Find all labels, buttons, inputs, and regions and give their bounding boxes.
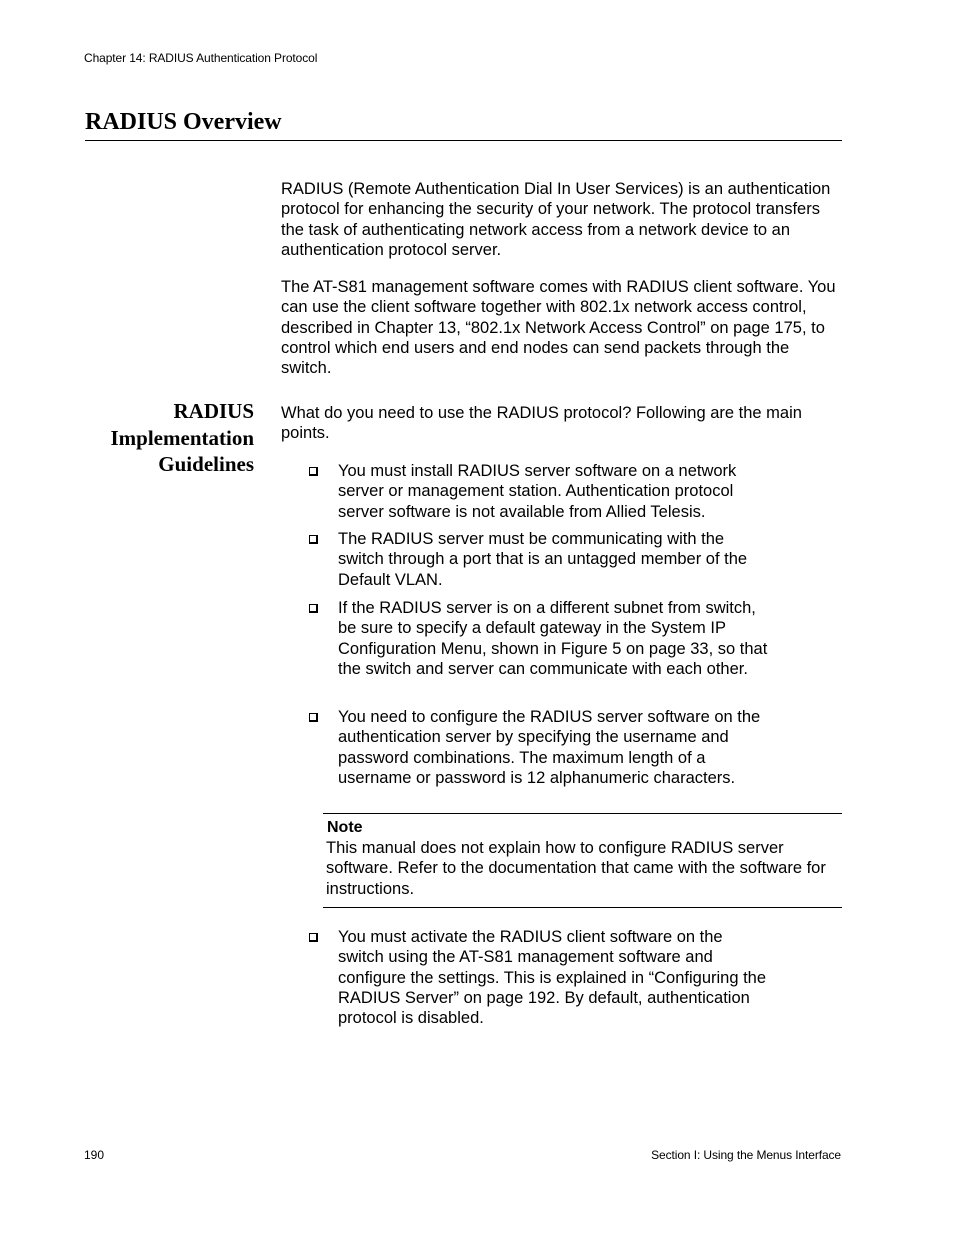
checkbox-bullet-icon [309, 604, 318, 613]
checkbox-bullet-icon [309, 467, 318, 476]
page-number: 190 [84, 1148, 105, 1162]
bullet-text: If the RADIUS server is on a different subnet from switch, be sure to specify a default gateway in the System IP Configuration Menu, shown in Figure 5 on page 33, so that the switch and server can communicate with each other. [338, 599, 768, 678]
checkbox-bullet-icon [309, 933, 318, 942]
guidelines-heading-line-3: Guidelines [158, 452, 254, 476]
checkbox-bullet-icon [309, 713, 318, 722]
guidelines-heading-line-1: RADIUS [173, 399, 254, 423]
note-box [323, 813, 842, 908]
running-header: Chapter 14: RADIUS Authentication Protocol [84, 51, 318, 65]
guidelines-heading-line-2: Implementation [110, 425, 254, 450]
bullet-text: The RADIUS server must be communicating with the switch through a port that is an untagged member of the Default VLAN. [338, 530, 748, 589]
checkbox-bullet-icon [309, 535, 318, 544]
guidelines-lead-paragraph: What do you need to use the RADIUS protocol? Following are the main points. [281, 404, 802, 443]
bullet-text: You must install RADIUS server software on a network server or management station. Authentication protocol server software is not available from Allied Telesis. [338, 462, 737, 521]
note-text: This manual does not explain how to configure RADIUS server software. Refer to the documentation that came with the software for instructions. [326, 839, 826, 898]
intro-paragraph-2: The AT-S81 management software comes with RADIUS client software. You can use the client software together with 802.1x network access control, described in Chapter 13, “802.1x Network Access Control” on page 175, to control which end users and end nodes can send packets through the switch. [281, 278, 836, 378]
note-label: Note [327, 819, 363, 836]
bullet-text: You need to configure the RADIUS server software on the authentication server by specifying the username and password combinations. The maximum length of a username or password is 12 alphanumeric characters. [338, 708, 761, 787]
section-title: RADIUS Overview [85, 107, 842, 141]
bullet-text: You must activate the RADIUS client software on the switch using the AT-S81 management software and configure the settings. This is explained in “Configuring the RADIUS Server” on page 192. By default, authentication protocol is disabled. [338, 928, 767, 1028]
guidelines-heading [84, 398, 254, 478]
intro-paragraph-1: RADIUS (Remote Authentication Dial In User Services) is an authentication protocol for enhancing the security of your network. The protocol transfers the task of authenticating network access from a network device to an authentication protocol server. [281, 180, 831, 259]
footer-section-title: Section I: Using the Menus Interface [651, 1148, 841, 1162]
